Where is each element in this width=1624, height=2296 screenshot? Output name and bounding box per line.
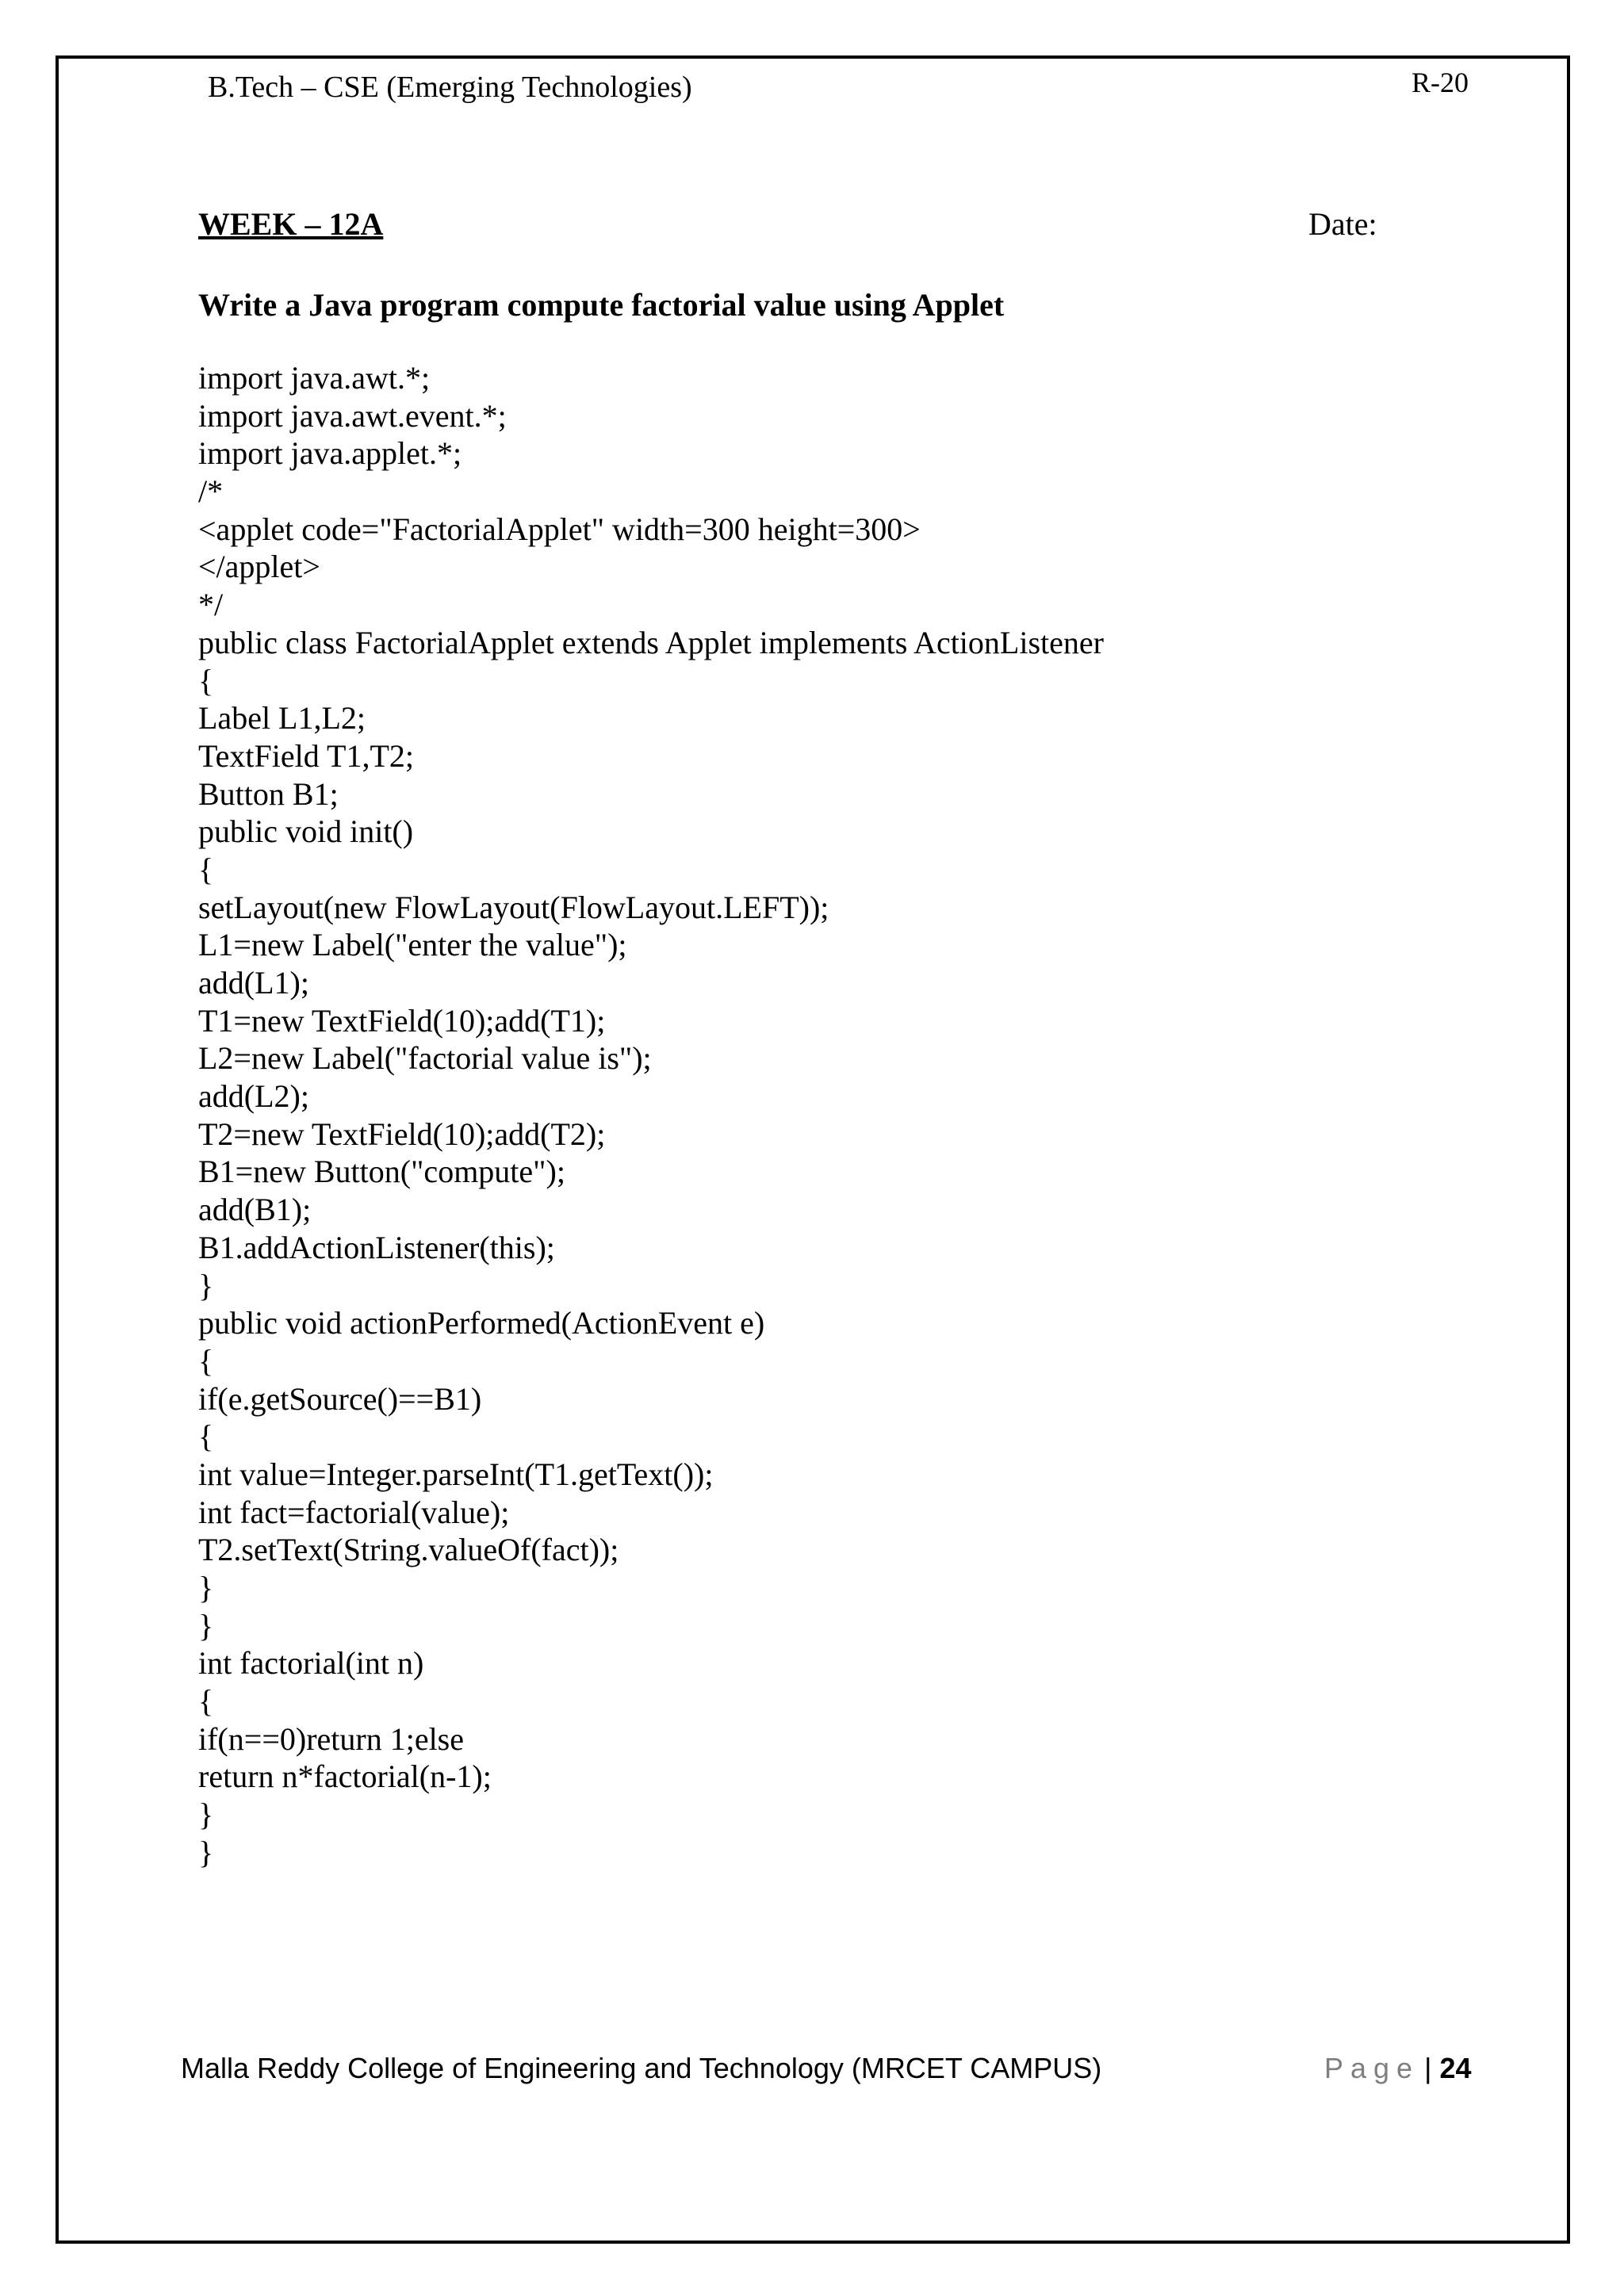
code-line: Button B1;: [198, 775, 339, 812]
code-line: Label L1,L2;: [198, 700, 366, 737]
code-line: }: [198, 1834, 214, 1870]
code-line: add(B1);: [198, 1192, 312, 1228]
page-separator: |: [1424, 2052, 1432, 2084]
code-line: public void actionPerformed(ActionEvent e): [198, 1305, 765, 1341]
code-line: <applet code="FactorialApplet" width=300 height=300>: [198, 511, 921, 547]
code-line: if(e.getSource()==B1): [198, 1380, 482, 1417]
code-line: {: [198, 1418, 214, 1455]
page-word: Page: [1324, 2052, 1420, 2084]
code-line: }: [198, 1267, 214, 1303]
code-line: int fact=factorial(value);: [198, 1494, 510, 1530]
code-line: T2=new TextField(10);add(T2);: [198, 1115, 606, 1152]
footer-college: Malla Reddy College of Engineering and Technology (MRCET CAMPUS): [181, 2052, 1102, 2084]
code-line: import java.awt.event.*;: [198, 397, 507, 434]
course-header: B.Tech – CSE (Emerging Technologies): [208, 71, 692, 104]
code-line: setLayout(new FlowLayout(FlowLayout.LEFT));: [198, 889, 829, 925]
code-line: TextField T1,T2;: [198, 737, 414, 774]
code-line: T1=new TextField(10);add(T1);: [198, 1002, 606, 1039]
code-line: /*: [198, 473, 224, 510]
code-line: public class FactorialApplet extends Applet implements ActionListener: [198, 624, 1104, 660]
code-line: import java.applet.*;: [198, 435, 462, 472]
date-label: Date:: [1308, 206, 1377, 242]
week-heading: WEEK – 12A: [198, 206, 384, 242]
code-line: }: [198, 1607, 214, 1644]
regulation-label: R-20: [1411, 67, 1469, 98]
code-line: add(L1);: [198, 965, 309, 1001]
code-line: </applet>: [198, 549, 320, 585]
code-line: if(n==0)return 1;else: [198, 1720, 464, 1757]
task-title: Write a Java program compute factorial value using Applet: [198, 287, 1005, 323]
code-line: B1=new Button("compute");: [198, 1154, 565, 1190]
code-line: L2=new Label("factorial value is");: [198, 1040, 652, 1077]
code-line: int value=Integer.parseInt(T1.getText());: [198, 1456, 714, 1492]
code-line: {: [198, 851, 214, 887]
footer-page-info: [1324, 2049, 1471, 2088]
code-line: return n*factorial(n-1);: [198, 1758, 492, 1795]
code-line: import java.awt.*;: [198, 360, 431, 396]
code-line: int factorial(int n): [198, 1645, 424, 1682]
code-listing: [198, 359, 1104, 1872]
code-line: B1.addActionListener(this);: [198, 1229, 555, 1265]
code-line: {: [198, 1342, 214, 1379]
code-line: L1=new Label("enter the value");: [198, 927, 627, 963]
code-line: */: [198, 587, 224, 623]
code-line: }: [198, 1570, 214, 1605]
code-line: {: [198, 662, 214, 698]
page-number: 24: [1439, 2052, 1472, 2084]
code-line: public void init(): [198, 813, 414, 850]
code-line: add(L2);: [198, 1078, 309, 1115]
code-line: {: [198, 1683, 214, 1720]
code-line: T2.setText(String.valueOf(fact));: [198, 1532, 619, 1568]
code-line: }: [198, 1797, 214, 1833]
